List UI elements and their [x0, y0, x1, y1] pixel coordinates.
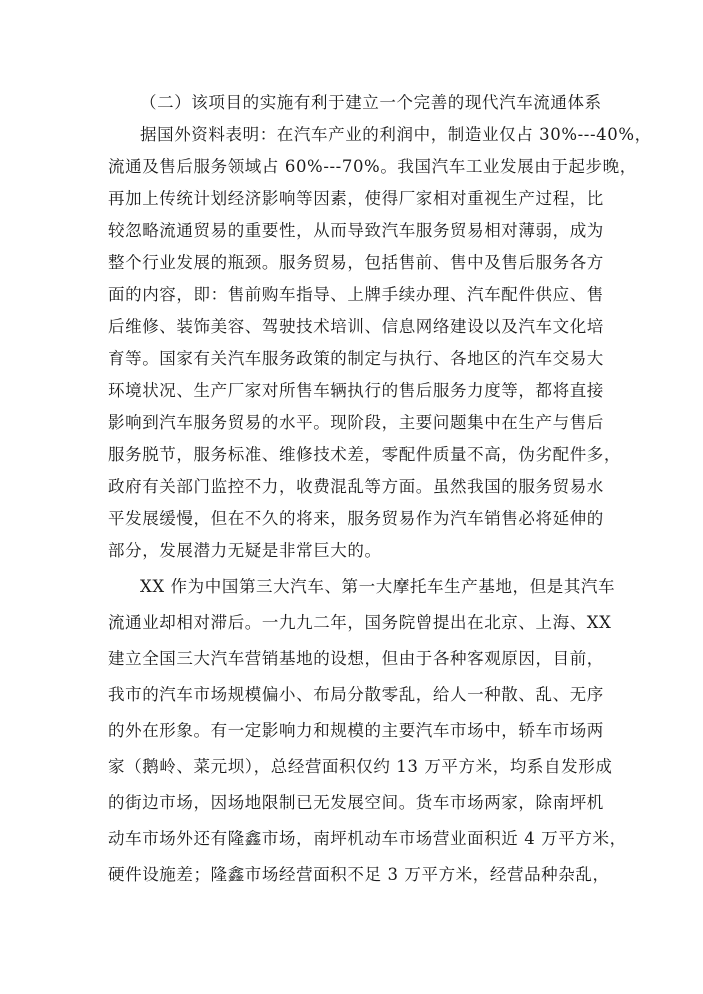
paragraph-line: 流通业却相对滞后。一九九二年，国务院曾提出在北京、上海、XX — [108, 613, 612, 632]
paragraph-line: 硬件设施差；隆鑫市场经营面积不足 3 万平方米，经营品种杂乱， — [108, 865, 610, 884]
paragraph-line: 的街边市场，因场地限制已无发展空间。货车市场两家，除南坪机 — [108, 793, 604, 812]
paragraph-line: 育等。国家有关汽车服务政策的制定与执行、各地区的汽车交易大 — [108, 349, 604, 368]
paragraph-line: 据国外资料表明：在汽车产业的利润中，制造业仅占 30%---40%， — [140, 125, 652, 144]
paragraph-line: 环境状况、生产厂家对所售车辆执行的售后服务力度等，都将直接 — [108, 381, 604, 400]
paragraph-line: 我市的汽车市场规模偏小、布局分散零乱，给人一种散、乱、无序 — [108, 685, 604, 704]
paragraph-line: 建立全国三大汽车营销基地的设想，但由于各种客观原因，目前， — [108, 649, 604, 668]
section-heading: （二）该项目的实施有利于建立一个完善的现代汽车流通体系 — [140, 93, 602, 112]
paragraph-line: 影响到汽车服务贸易的水平。现阶段，主要问题集中在生产与售后 — [108, 413, 604, 432]
paragraph-line: 流通及售后服务领域占 60%---70%。我国汽车工业发展由于起步晚， — [108, 157, 637, 176]
paragraph-line: 后维修、装饰美容、驾驶技术培训、信息网络建设以及汽车文化培 — [108, 317, 604, 336]
paragraph-line: 的外在形象。有一定影响力和规模的主要汽车市场中，轿车市场两 — [108, 721, 604, 740]
paragraph-line: 面的内容，即：售前购车指导、上牌手续办理、汽车配件供应、售 — [108, 285, 604, 304]
paragraph-line: 整个行业发展的瓶颈。服务贸易，包括售前、售中及售后服务各方 — [108, 253, 604, 272]
paragraph-line: 再加上传统计划经济影响等因素，使得厂家相对重视生产过程，比 — [108, 189, 604, 208]
paragraph-line: 部分，发展潜力无疑是非常巨大的。 — [108, 541, 382, 560]
paragraph-line: 政府有关部门监控不力，收费混乱等方面。虽然我国的服务贸易水 — [108, 477, 604, 496]
paragraph-line: XX 作为中国第三大汽车、第一大摩托车生产基地，但是其汽车 — [140, 577, 616, 596]
paragraph-line: 动车市场外还有隆鑫市场，南坪机动车市场营业面积近 4 万平方米， — [108, 829, 627, 848]
paragraph-line: 家（鹅岭、菜元坝），总经营面积仅约 13 万平方米，均系自发形成 — [108, 757, 613, 776]
paragraph-line: 较忽略流通贸易的重要性，从而导致汽车服务贸易相对薄弱，成为 — [108, 221, 604, 240]
paragraph-line: 平发展缓慢，但在不久的将来，服务贸易作为汽车销售必将延伸的 — [108, 509, 604, 528]
paragraph-line: 服务脱节，服务标准、维修技术差，零配件质量不高，伪劣配件多， — [108, 445, 621, 464]
